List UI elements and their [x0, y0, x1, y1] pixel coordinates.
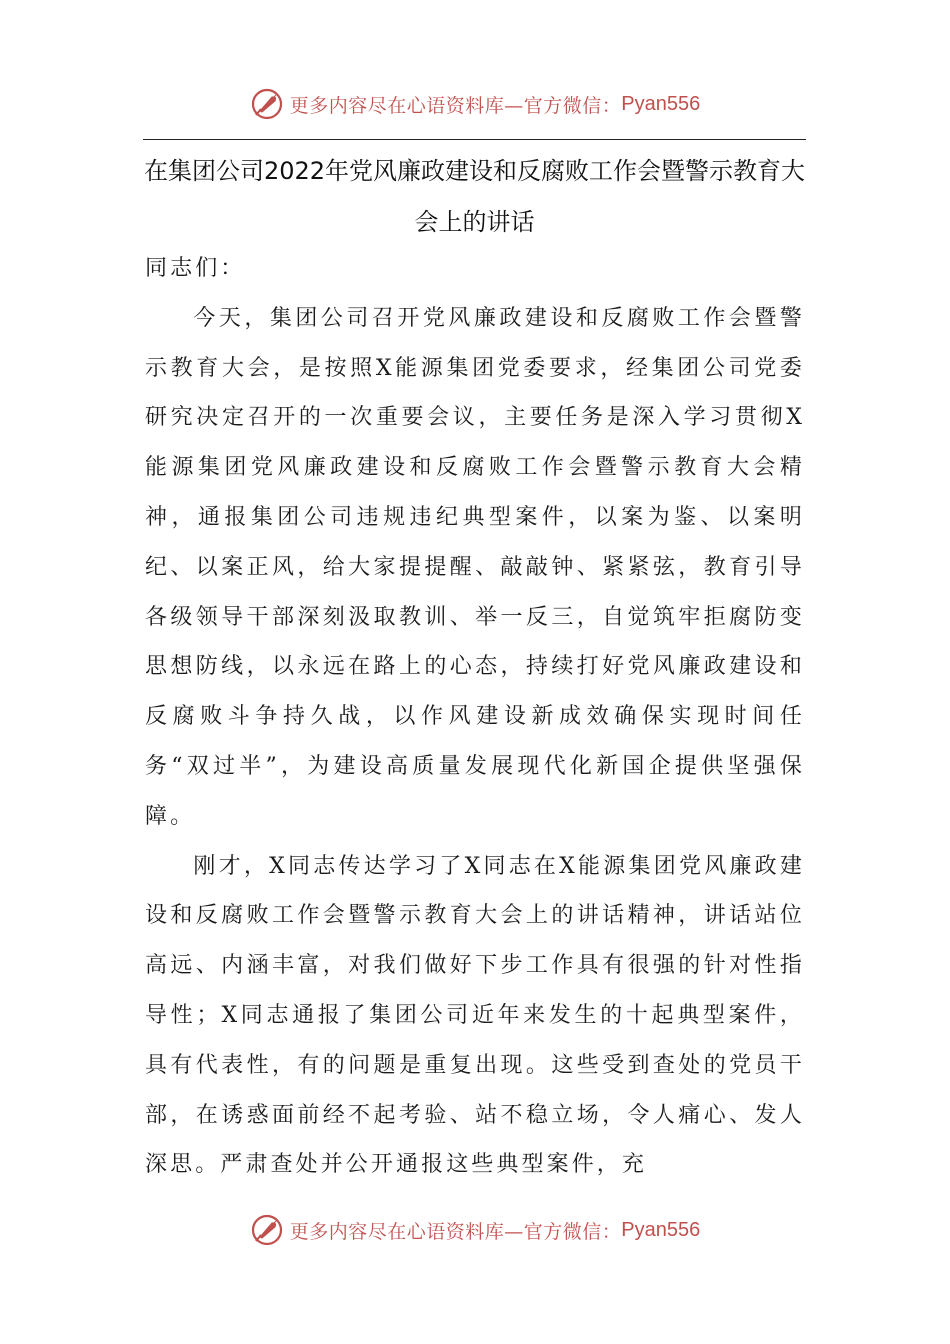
watermark-wechat-id: Pyan556 — [621, 1218, 701, 1241]
watermark-text: 更多内容尽在心语资料库—官方微信： — [289, 1220, 622, 1243]
document-body — [145, 244, 805, 1190]
quill-logo-icon — [250, 1213, 284, 1247]
greeting: 同志们： — [145, 256, 246, 281]
paragraph-2: 刚才，X同志传达学习了X同志在X能源集团党风廉政建设和反腐败工作会暨警示教育大会上的讲话精神，讲话站位高远、内涵丰富，对我们做好下步工作具有很强的针对性指导性；X同志通报了集团公司近年来发生的十起典型案件，具有代表性，有的问题是重复出现。这些受到查处的党员干部，在诱惑面前经不起考验、站不稳立场，令人痛心、发人深思。严肃查处并公开通报这些典型案件，充 — [145, 853, 805, 1178]
paragraph-1: 今天，集团公司召开党风廉政建设和反腐败工作会暨警示教育大会，是按照X能源集团党委要求，经集团公司党委研究决定召开的一次重要会议，主要任务是深入学习贯彻X能源集团党风廉政建设和反腐败工作会暨警示教育大会精神，通报集团公司违规违纪典型案件，以案为鉴、以案明纪、以案正风，给大家提提醒、敲敲钟、紧紧弦，教育引导各级领导干部深刻汲取教训、举一反三，自觉筑牢拒腐防变思想防线，以永远在路上的心态，持续打好党风廉政建设和反腐败斗争持久战，以作风建设新成效确保实现时间任务“双过半”，为建设高质量发展现代化新国企提供坚强保障。 — [145, 305, 805, 829]
document-title: 在集团公司2022年党风廉政建设和反腐败工作会暨警示教育大会上的讲话 — [143, 157, 806, 236]
watermark-banner-top — [0, 84, 950, 124]
quill-logo-icon — [250, 87, 284, 121]
header-rule — [143, 139, 806, 140]
watermark-banner-bottom — [0, 1210, 950, 1250]
watermark-text: 更多内容尽在心语资料库—官方微信： — [289, 94, 622, 117]
watermark-wechat-id: Pyan556 — [621, 92, 701, 115]
